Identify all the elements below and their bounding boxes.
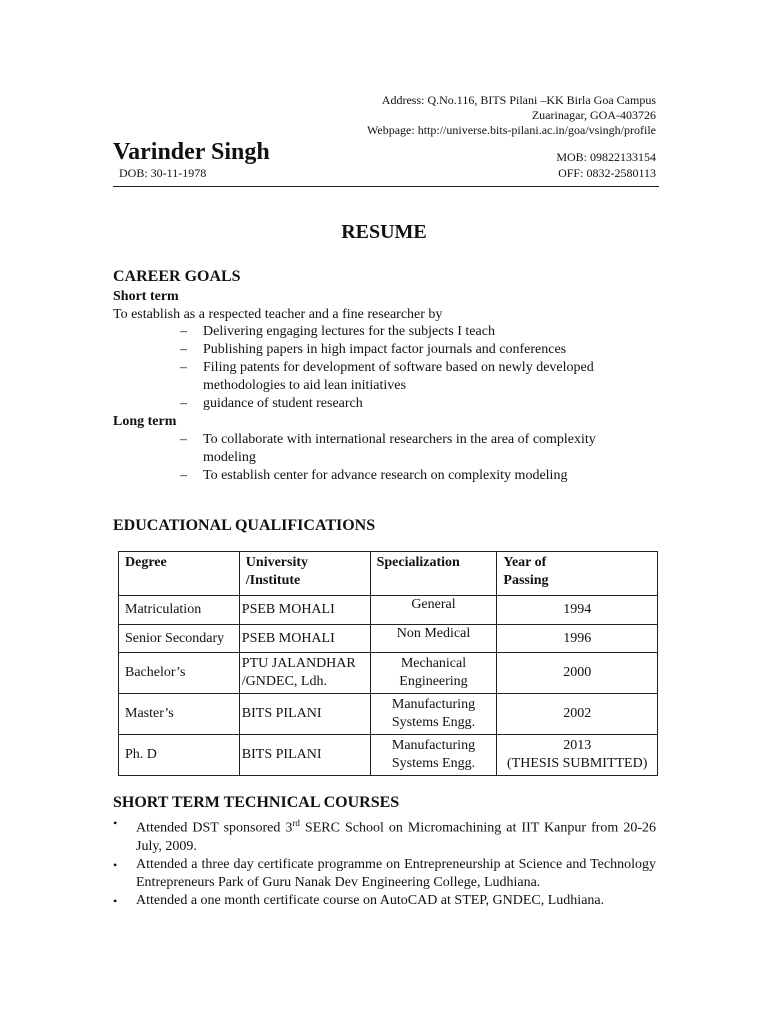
degree-cell: Ph. D — [119, 735, 240, 776]
specialization-cell: General — [370, 596, 497, 625]
address-line-2: Zuarinagar, GOA-403726 — [531, 108, 656, 122]
year-cell: 1994 — [497, 596, 658, 625]
university-cell: PSEB MOHALI — [239, 596, 370, 625]
year-text: 2013 — [563, 738, 592, 753]
degree-cell: Matriculation — [119, 596, 240, 625]
table-header-row — [119, 552, 658, 596]
year-text: (THESIS SUBMITTED) — [507, 756, 648, 771]
list-item — [180, 341, 640, 359]
webpage-line: Webpage: http://universe.bits-pilani.ac.in/goa/vsingh/profile — [367, 123, 656, 137]
degree-cell: Senior Secondary — [119, 625, 240, 653]
header-text: Year of — [503, 555, 547, 570]
degree-cell: Bachelor’s — [119, 653, 240, 694]
year-cell: 2002 — [497, 694, 658, 735]
header-divider — [113, 186, 659, 187]
column-header-degree — [119, 552, 240, 596]
list-item — [113, 856, 656, 892]
list-item — [113, 814, 656, 856]
specialization-text: Engineering — [399, 674, 468, 689]
table-row — [119, 625, 658, 653]
header-text: Passing — [503, 573, 549, 588]
bullet-marker: • — [113, 893, 118, 908]
specialization-text: Systems Engg. — [391, 756, 476, 771]
header-text: University — [245, 555, 309, 570]
course-superscript: rd — [292, 818, 300, 828]
course-text: Attended DST sponsored 3 — [136, 820, 293, 836]
courses-list — [113, 814, 656, 910]
career-goals-heading: CAREER GOALS — [113, 268, 241, 285]
list-item — [113, 892, 656, 910]
short-term-list — [180, 323, 640, 413]
short-term-label: Short term — [113, 289, 179, 304]
header-text: /Institute — [245, 573, 301, 588]
year-cell — [497, 735, 658, 776]
education-heading: EDUCATIONAL QUALIFICATIONS — [113, 517, 376, 534]
header-text: Degree — [125, 555, 167, 570]
dash-marker: – — [180, 342, 187, 357]
office-number: OFF: 0832-2580113 — [558, 166, 656, 180]
course-text: SERC School on Micromachining at IIT Kanpur from 20-26 July, 2009. — [136, 820, 656, 854]
column-header-university — [239, 552, 370, 596]
education-table — [118, 551, 658, 776]
year-cell: 1996 — [497, 625, 658, 653]
specialization-text: Mechanical — [400, 656, 467, 671]
year-cell: 2000 — [497, 653, 658, 694]
university-text: PTU JALANDHAR — [241, 656, 356, 671]
short-term-intro: To establish as a respected teacher and a fine researcher by — [113, 307, 443, 322]
document-title: RESUME — [341, 221, 427, 243]
list-item — [180, 431, 640, 467]
specialization-cell — [370, 653, 497, 694]
goal-text: Publishing papers in high impact factor journals and conferences — [203, 342, 567, 357]
university-cell — [239, 653, 370, 694]
bullet-marker: • — [113, 857, 118, 872]
column-header-year — [497, 552, 658, 596]
university-cell: BITS PILANI — [239, 694, 370, 735]
degree-cell: Master’s — [119, 694, 240, 735]
table-row — [119, 596, 658, 625]
address-line-1: Address: Q.No.116, BITS Pilani –KK Birla Goa Campus — [381, 93, 656, 107]
specialization-cell — [370, 694, 497, 735]
table-row — [119, 735, 658, 776]
goal-text: To establish center for advance research on complexity modeling — [203, 468, 568, 483]
candidate-name: Varinder Singh — [113, 139, 270, 165]
dash-marker: – — [180, 432, 187, 447]
long-term-label: Long term — [113, 414, 177, 429]
table-row — [119, 694, 658, 735]
list-item — [180, 323, 640, 341]
specialization-text: Manufacturing — [391, 738, 476, 753]
specialization-text: Systems Engg. — [391, 715, 476, 730]
column-header-specialization — [370, 552, 497, 596]
goal-text: To collaborate with international researchers in the area of complexity modeling — [203, 432, 596, 465]
goal-text: Delivering engaging lectures for the subjects I teach — [203, 324, 495, 339]
dash-marker: – — [180, 324, 187, 339]
specialization-text: Manufacturing — [391, 697, 476, 712]
university-cell: PSEB MOHALI — [239, 625, 370, 653]
bullet-marker: • — [113, 816, 118, 830]
list-item — [180, 395, 640, 413]
course-text: Attended a one month certificate course on AutoCAD at STEP, GNDEC, Ludhiana. — [136, 892, 605, 908]
header-text: Specialization — [376, 555, 460, 570]
list-item — [180, 467, 640, 485]
dash-marker: – — [180, 468, 187, 483]
university-text: /GNDEC, Ldh. — [241, 674, 327, 689]
university-cell: BITS PILANI — [239, 735, 370, 776]
specialization-cell: Non Medical — [370, 625, 497, 653]
list-item — [180, 359, 640, 395]
table-row — [119, 653, 658, 694]
specialization-cell — [370, 735, 497, 776]
goal-text: guidance of student research — [203, 396, 363, 411]
courses-heading: SHORT TERM TECHNICAL COURSES — [113, 794, 400, 811]
mobile-number: MOB: 09822133154 — [556, 150, 656, 164]
dash-marker: – — [180, 396, 187, 411]
goal-text: Filing patents for development of software based on newly developed methodologies to aid lean initiatives — [203, 360, 594, 393]
long-term-list — [180, 431, 640, 485]
date-of-birth: DOB: 30-11-1978 — [119, 166, 207, 180]
dash-marker: – — [180, 360, 187, 375]
course-text: Attended a three day certificate programme on Entrepreneurship at Science and Technology Entrepreneurs Park of Guru Nanak Dev Engineering College, Ludhiana. — [136, 856, 656, 890]
